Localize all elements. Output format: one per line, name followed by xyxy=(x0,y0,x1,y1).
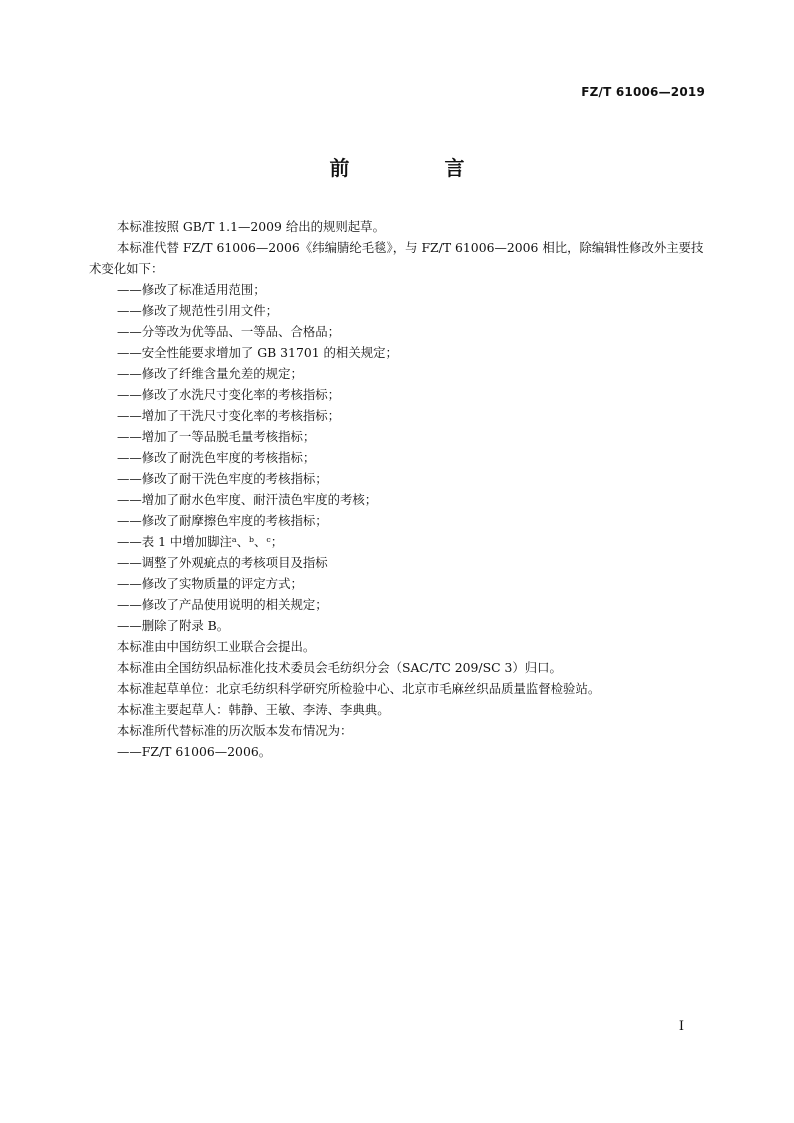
page-number: I xyxy=(678,1019,684,1034)
change-item: ——调整了外观疵点的考核项目及指标 xyxy=(117,555,328,570)
change-item: ——分等改为优等品、一等品、合格品； xyxy=(117,324,341,339)
closing-paragraph: 本标准由全国纺织品标准化技术委员会毛纺织分会（SAC/TC 209/SC 3）归口。 xyxy=(117,660,562,675)
closing-paragraph: 本标准起草单位：北京毛纺织科学研究所检验中心、北京市毛麻丝织品质量监督检验站。 xyxy=(117,681,601,696)
change-item: ——增加了耐水色牢度、耐汗渍色牢度的考核； xyxy=(117,492,378,507)
change-item: ——删除了附录 B。 xyxy=(117,618,230,633)
foreword-body xyxy=(89,216,706,762)
change-item: ——修改了纤维含量允差的规定； xyxy=(117,366,303,381)
intro-paragraph: 本标准按照 GB/T 1.1—2009 给出的规则起草。 xyxy=(117,219,385,234)
change-item: ——增加了一等品脱毛量考核指标； xyxy=(117,429,316,444)
closing-paragraph: 本标准所代替标准的历次版本发布情况为： xyxy=(117,723,353,738)
change-item: ——修改了规范性引用文件； xyxy=(117,303,279,318)
change-item: ——修改了实物质量的评定方式； xyxy=(117,576,303,591)
closing-paragraph: ——FZ/T 61006—2006。 xyxy=(117,744,272,759)
change-item: ——表 1 中增加脚注ᵃ、ᵇ、ᶜ； xyxy=(117,534,284,549)
closing-paragraph: 本标准主要起草人：韩静、王敏、李涛、李典典。 xyxy=(117,702,390,717)
change-item: ——安全性能要求增加了 GB 31701 的相关规定； xyxy=(117,345,398,360)
change-item: ——修改了耐摩擦色牢度的考核指标； xyxy=(117,513,328,528)
change-item: ——修改了水洗尺寸变化率的考核指标； xyxy=(117,387,341,402)
change-item: ——修改了产品使用说明的相关规定； xyxy=(117,597,328,612)
closing-paragraph: 本标准由中国纺织工业联合会提出。 xyxy=(117,639,316,654)
change-item: ——增加了干洗尺寸变化率的考核指标； xyxy=(117,408,341,423)
change-item: ——修改了耐洗色牢度的考核指标； xyxy=(117,450,316,465)
change-item: ——修改了标准适用范围； xyxy=(117,282,266,297)
standard-number: FZ/T 61006—2019 xyxy=(581,85,705,99)
page-title: 前 言 xyxy=(329,156,509,180)
intro-paragraph: 本标准代替 FZ/T 61006—2006《纬编腈纶毛毯》，与 FZ/T 61006—2006 相比，除编辑性修改外主要技术变化如下： xyxy=(89,240,704,276)
change-item: ——修改了耐干洗色牢度的考核指标； xyxy=(117,471,328,486)
